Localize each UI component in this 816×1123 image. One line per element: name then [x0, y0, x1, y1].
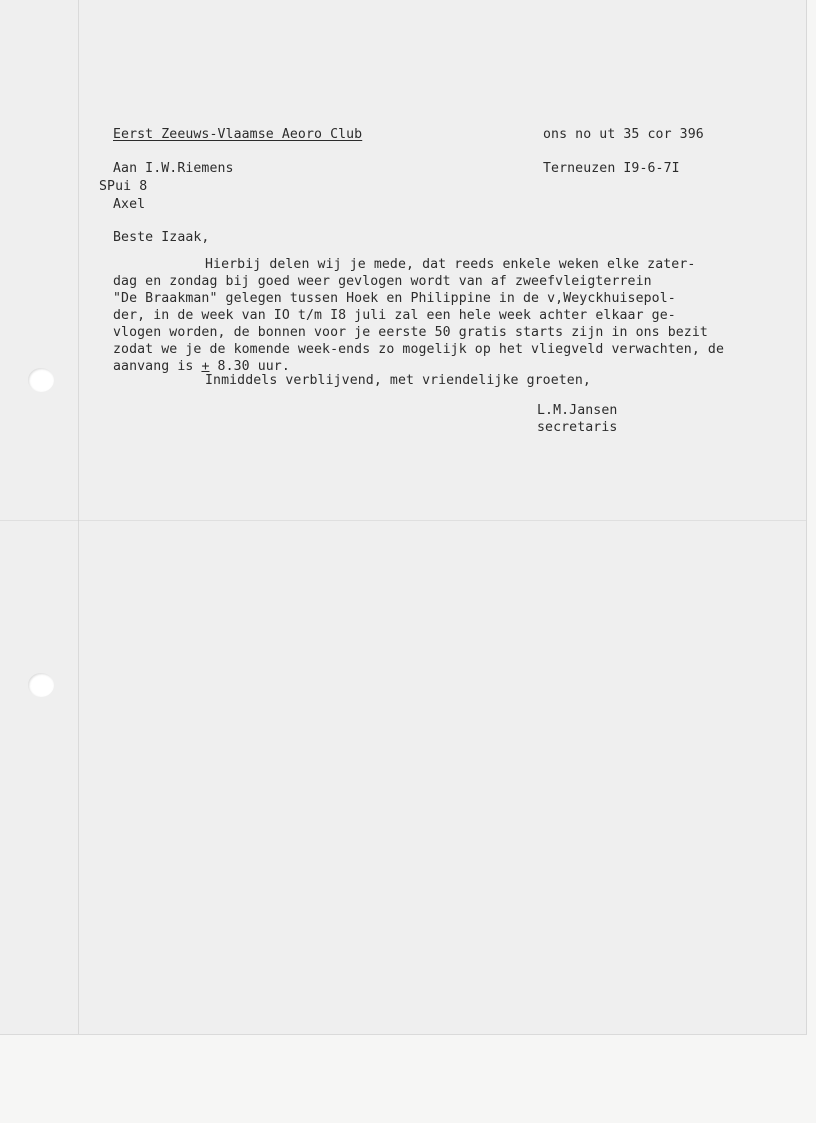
body-line-1: Hierbij delen wij je mede, dat reeds enkele weken elke zater- [205, 257, 696, 272]
signatory-title: secretaris [537, 420, 618, 435]
body-line-2: dag en zondag bij goed weer gevlogen wordt van af zweefvleigterrein [113, 274, 652, 289]
recipient-line-1: Aan I.W.Riemens [113, 161, 234, 176]
body-line-7-prefix: aanvang is [113, 359, 202, 374]
punch-hole [28, 673, 54, 697]
reference-number: ons no ut 35 cor 396 [543, 127, 704, 142]
body-line-7-suffix: 8.30 uur. [209, 359, 290, 374]
recipient-line-2: SPui 8 [99, 179, 148, 194]
body-line-5: vlogen worden, de bonnen voor je eerste 50 gratis starts zijn in ons bezit [113, 325, 708, 340]
punch-hole [28, 368, 54, 392]
signatory-name: L.M.Jansen [537, 403, 618, 418]
recipient-line-3: Axel [113, 197, 146, 212]
body-line-4: der, in de week van IO t/m I8 juli zal een hele week achter elkaar ge- [113, 308, 676, 323]
body-line-6: zodat we je de komende week-ends zo mogelijk op het vliegveld verwachten, de [113, 342, 725, 357]
place-date: Terneuzen I9-6-7I [543, 161, 680, 176]
salutation: Beste Izaak, [113, 230, 210, 245]
plus-minus-sign: + [201, 359, 210, 374]
club-name-heading: Eerst Zeeuws-Vlaamse Aeoro Club [113, 127, 363, 142]
closing-line: Inmiddels verblijvend, met vriendelijke groeten, [205, 373, 591, 388]
body-line-3: "De Braakman" gelegen tussen Hoek en Philippine in de v,Weyckhuisepol- [113, 291, 676, 306]
